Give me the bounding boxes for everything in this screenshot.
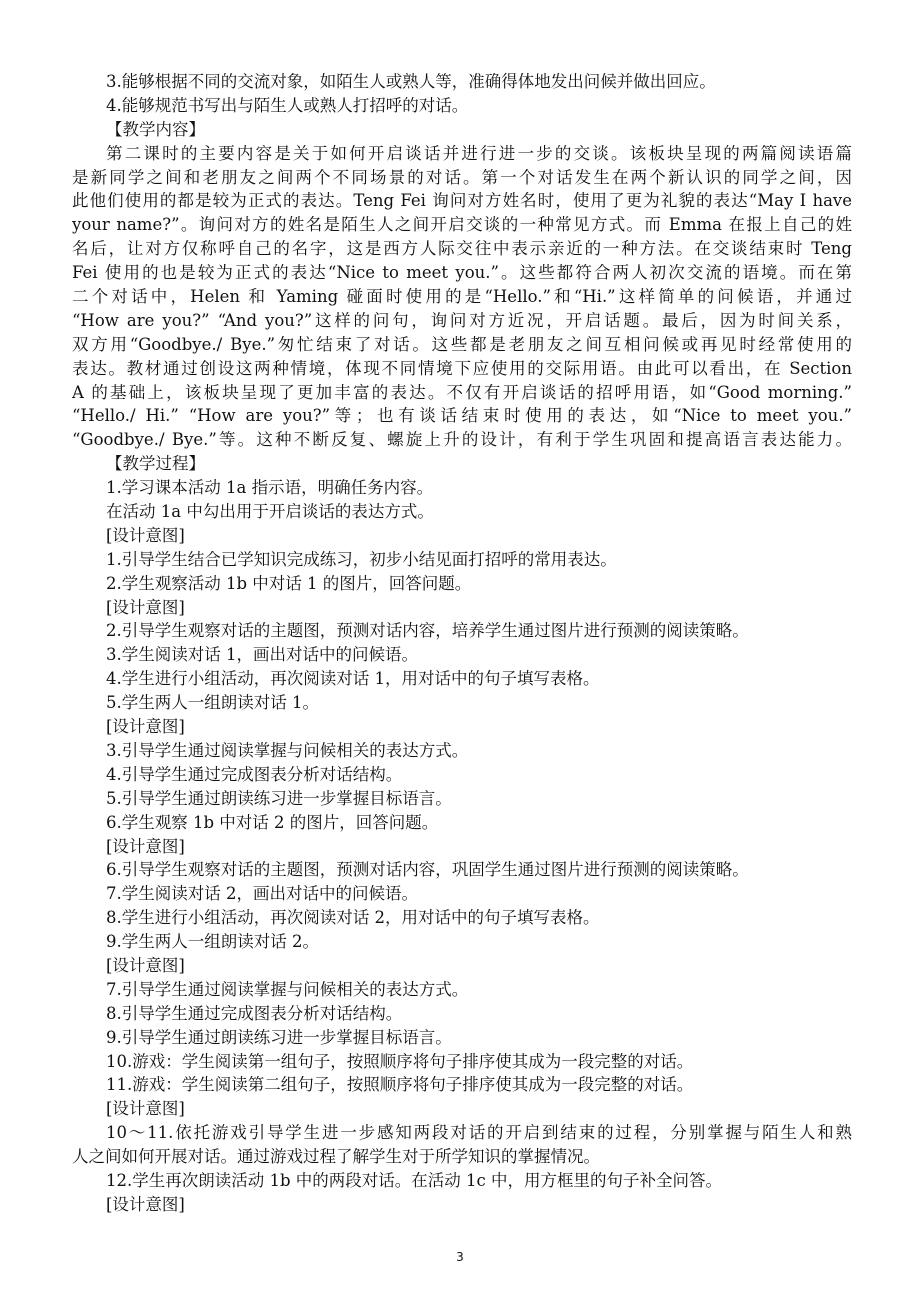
text-line: 6.引导学生观察对话的主题图，预测对话内容，巩固学生通过图片进行预测的阅读策略。 [106,860,749,880]
text-line: 3.学生阅读对话 1，画出对话中的问候语。 [106,645,418,665]
text-line: [设计意图] [106,955,185,975]
text-line: 5.学生两人一组朗读对话 1。 [106,693,319,713]
text-line: 是新同学之间和老朋友之间两个不同场景的对话。第一个对话发生在两个新认识的同学之间，因 [72,167,852,187]
text-line: [设计意图] [106,525,185,545]
text-line: 1.学习课本活动 1a 指示语，明确任务内容。 [106,478,434,498]
text-line: [设计意图] [106,717,185,737]
text-line: [设计意图] [106,1194,185,1214]
text-line: 11.游戏：学生阅读第二组句子，按照顺序将句子排序使其成为一段完整的对话。 [106,1075,694,1095]
text-line: 4.能够规范书写出与陌生人或熟人打招呼的对话。 [106,95,469,115]
text-line: 12.学生再次朗读活动 1b 中的两段对话。在活动 1c 中，用方框里的句子补全问答。 [106,1170,723,1190]
text-line: 双方用“Goodbye./ Bye.”匆忙结束了对话。这些都是老朋友之间互相问候或再见时经常使用的 [72,334,852,354]
text-line: 5.引导学生通过朗读练习进一步掌握目标语言。 [106,788,452,808]
section-heading: 【教学过程】 [106,454,205,474]
text-line: 6.学生观察 1b 中对话 2 的图片，回答问题。 [106,812,439,832]
section-heading: 【教学内容】 [106,119,205,139]
text-line: 2.学生观察活动 1b 中对话 1 的图片，回答问题。 [106,573,472,593]
text-line: “Goodbye./ Bye.”等。这种不断反复、螺旋上升的设计，有利于学生巩固和提高语言表达能力。 [72,430,852,450]
text-line: 此他们使用的都是较为正式的表达。Teng Fei 询问对方姓名时，使用了更为礼貌的表达“May I have [72,191,852,211]
text-line: 名后，让对方仅称呼自己的名字，这是西方人际交往中表示亲近的一种方法。在交谈结束时 Teng [72,239,852,259]
text-line: 7.引导学生通过阅读掌握与问候相关的表达方式。 [106,979,469,999]
document-body [72,70,852,1217]
text-line: 10～11.依托游戏引导学生进一步感知两段对话的开启到结束的过程，分别掌握与陌生人和熟 [106,1123,852,1143]
text-line: [设计意图] [106,1099,185,1119]
text-line: “How are you?” “And you?”这样的问句，询问对方近况，开启话题。最后，因为时间关系， [72,310,852,330]
text-line: 10.游戏：学生阅读第一组句子，按照顺序将句子排序使其成为一段完整的对话。 [106,1051,694,1071]
page-number: 3 [456,1250,464,1264]
text-line: 人之间如何开展对话。通过游戏过程了解学生对于所学知识的掌握情况。 [72,1147,600,1167]
text-line: 第二课时的主要内容是关于如何开启谈话并进行进一步的交谈。该板块呈现的两篇阅读语篇 [106,143,852,163]
text-line: 4.学生进行小组活动，再次阅读对话 1，用对话中的句子填写表格。 [106,669,600,689]
text-line: 1.引导学生结合已学知识完成练习，初步小结见面打招呼的常用表达。 [106,549,617,569]
text-line: 3.引导学生通过阅读掌握与问候相关的表达方式。 [106,740,469,760]
text-line: [设计意图] [106,836,185,856]
text-line: 4.引导学生通过完成图表分析对话结构。 [106,764,403,784]
text-line: 8.学生进行小组活动，再次阅读对话 2，用对话中的句子填写表格。 [106,908,600,928]
text-line: Fei 使用的也是较为正式的表达“Nice to meet you.”。这些都符合两人初次交流的语境。而在第 [72,263,852,283]
text-line: 7.学生阅读对话 2，画出对话中的问候语。 [106,884,418,904]
text-line: 二个对话中，Helen 和 Yaming 碰面时使用的是“Hello.”和“Hi.”这样简单的问候语，并通过 [72,287,852,307]
text-line: 在活动 1a 中勾出用于开启谈话的表达方式。 [106,502,434,522]
text-line: 8.引导学生通过完成图表分析对话结构。 [106,1003,403,1023]
text-line: 9.引导学生通过朗读练习进一步掌握目标语言。 [106,1027,452,1047]
text-line: 2.引导学生观察对话的主题图，预测对话内容，培养学生通过图片进行预测的阅读策略。 [106,621,749,641]
text-line: “Hello./ Hi.” “How are you?”等；也有谈话结束时使用的表达，如“Nice to meet you.” [72,406,852,426]
text-line: A 的基础上，该板块呈现了更加丰富的表达。不仅有开启谈话的招呼用语，如“Good morning.” [72,382,852,402]
text-line: 3.能够根据不同的交流对象，如陌生人或熟人等，准确得体地发出问候并做出回应。 [106,72,716,91]
text-line: 表达。教材通过创设这两种情境，体现不同情境下应使用的交际用语。由此可以看出，在 Section [72,358,852,378]
text-line: your name?”。询问对方的姓名是陌生人之间开启交谈的一种常见方式。而 Emma 在报上自己的姓 [72,215,852,235]
text-line: 9.学生两人一组朗读对话 2。 [106,932,319,952]
text-line: [设计意图] [106,597,185,617]
